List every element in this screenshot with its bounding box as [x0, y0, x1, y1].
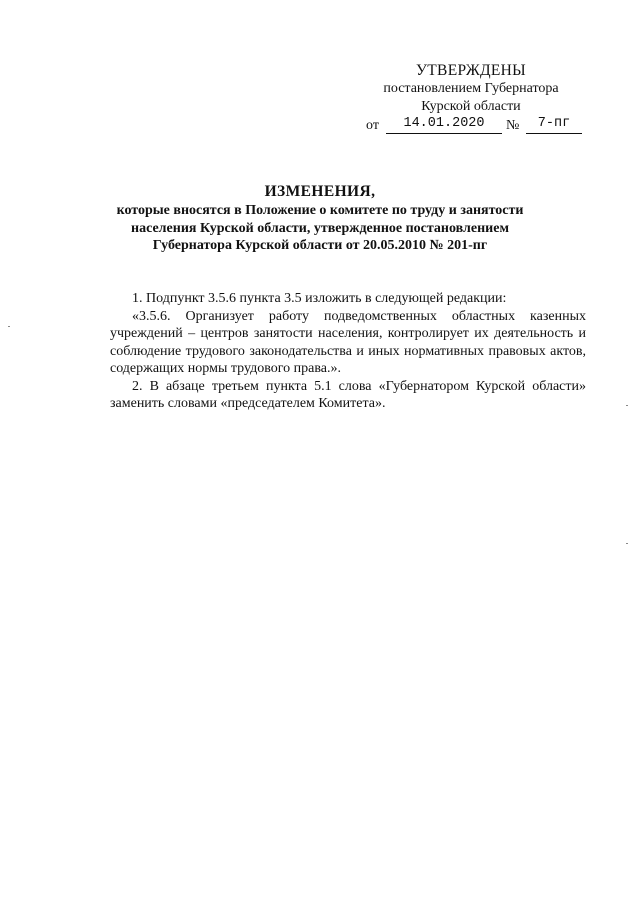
paragraph-3: 2. В абзаце третьем пункта 5.1 слова «Губернатором Курской области» заменить словами «председателем Комитета». — [110, 378, 586, 411]
title-main: ИЗМЕНЕНИЯ, — [264, 183, 376, 200]
approval-block — [360, 62, 582, 116]
approval-line-1: постановлением Губернатора — [383, 81, 559, 96]
paragraph-1: 1. Подпункт 3.5.6 пункта 3.5 изложить в следующей редакции: — [132, 291, 507, 306]
approval-line-2: Курской области — [421, 99, 521, 114]
paragraph-2: «3.5.6. Организует работу подведомственных областных казенных учреждений – центров занятости населения, контролирует их деятельность и соблюдение трудового законодательства и иных нормативных правовых актов, содержащих нормы трудового права.». — [110, 308, 586, 376]
title-line-2: населения Курской области, утвержденное постановлением — [131, 220, 509, 236]
document-title — [90, 182, 550, 255]
date-prefix: от — [366, 118, 379, 133]
approval-date-line — [366, 116, 582, 136]
approval-heading: УТВЕРЖДЕНЫ — [416, 62, 526, 79]
title-line-1: которые вносятся в Положение о комитете по труду и занятости — [116, 203, 524, 218]
document-body — [110, 290, 586, 413]
scan-speck — [626, 543, 628, 544]
title-line-3: Губернатора Курской области от 20.05.2010 № 201-пг — [152, 238, 488, 253]
scan-speck — [8, 326, 10, 327]
scan-speck — [626, 405, 628, 406]
date-value: 14.01.2020 — [386, 116, 502, 134]
number-prefix: № — [506, 118, 520, 133]
number-value: 7-пг — [526, 116, 582, 134]
